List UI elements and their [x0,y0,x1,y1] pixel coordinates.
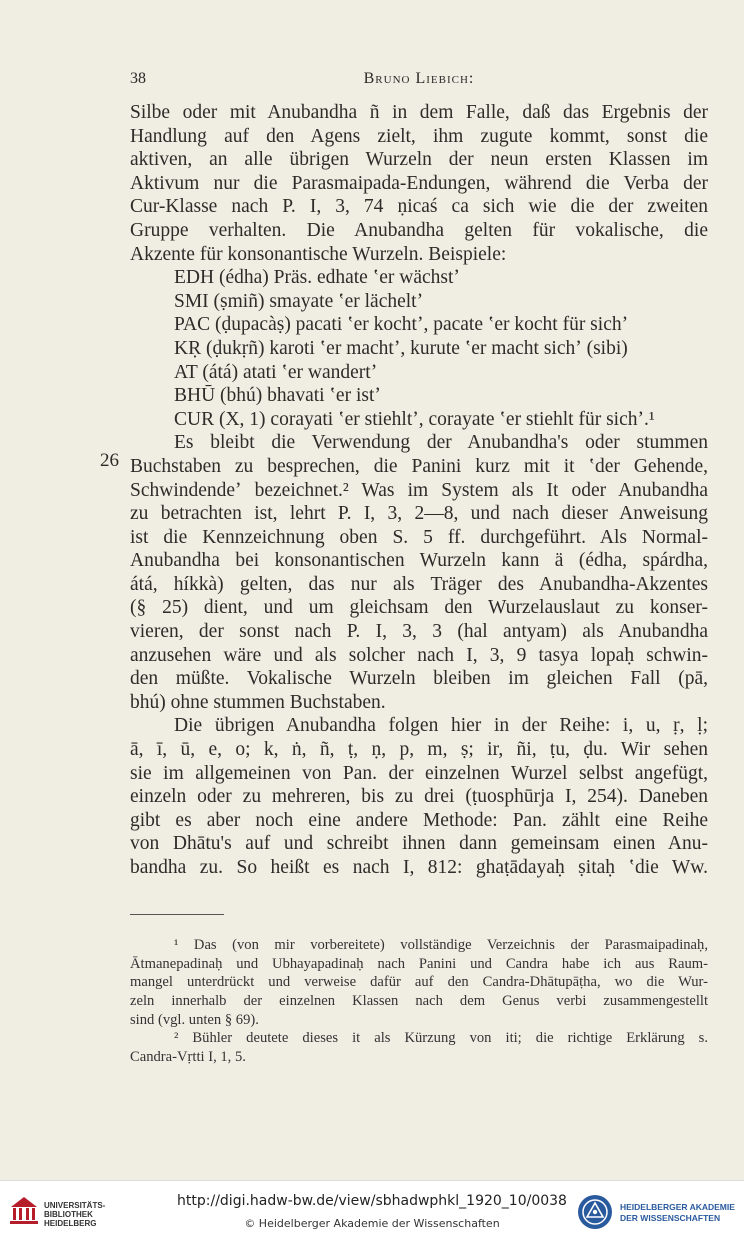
body-line: Handlung auf den Agens zielt, ihm zugute kommt, sonst die [130,125,708,147]
body-line: bandha zu. So heißt es nach I, 812: ghaṭādayaḥ ṣitaḥ ʽdie Ww. [130,857,708,878]
viewer-footer [0,1180,744,1240]
example-line: SMI (ṣmiñ) smayate ʽer lächeltʼ [174,290,424,312]
example-line: CUR (X, 1) corayati ʽer stiehltʼ, corayate ʽer stiehlt für sichʼ.¹ [174,408,655,430]
library-logo-line: BIBLIOTHEK [44,1210,93,1219]
body-line: einzeln oder zu mehreren, bis zu drei (ṭuosphūrja I, 254). Daneben [130,786,708,808]
body-line: Es bleibt die Verwendung der Anubandha's oder stummen [174,432,708,454]
footnote-divider [130,914,224,915]
academy-logo-line: DER WISSENSCHAFTEN [620,1213,721,1223]
body-line: anzusehen wäre und als solcher nach I, 3, 9 tasya lopaḥ schwin- [130,644,708,666]
body-line: Buchstaben zu besprechen, die Panini kurz mit it ʽder Gehende, [130,455,708,477]
footnote-line: ¹ Das (von mir vorbereitete) vollständige Verzeichnis der Parasmaipadinaḥ, [174,937,708,953]
example-line: BHŪ (bhú) bhavati ʽer istʼ [174,385,381,407]
section-margin-number: 26 [100,450,119,471]
body-line: bhú) ohne stummen Buchstaben. [130,691,386,713]
body-line: zu betrachten ist, lehrt P. I, 3, 2—8, und nach dieser Anweisung [130,503,708,525]
body-line: ā, ī, ū, e, o; k, ṅ, ñ, ṭ, ṇ, p, m, ṣ; ir, ñi, ṭu, ḍu. Wir sehen [130,739,708,761]
footnotes [130,936,708,1067]
example-line: PAC (ḍupacàṣ) pacati ʽer kochtʼ, pacate ʽer kocht für sichʼ [174,314,629,336]
library-logo-line: UNIVERSITÄTS- [44,1201,106,1210]
page-number: 38 [130,70,146,87]
body-line: Silbe oder mit Anubandha ñ in dem Falle, daß das Ergebnis der [130,102,708,123]
footnote-line: ² Bühler deutete dieses it als Kürzung von iti; die richtige Erklärung s. [174,1030,708,1047]
body-line: Schwindendeʼ bezeichnet.² Was im System als It oder Anubandha [130,479,708,501]
page-header [130,70,708,92]
footnote-line: Ātmanepadinaḥ und Ubhayapadinaḥ nach Panini und Candra habe ich aus Raum- [130,955,708,972]
example-line: EDH (édha) Präs. edhate ʽer wächstʼ [174,267,460,289]
body-line: Die übrigen Anubandha folgen hier in der Reihe: i, u, ṛ, ḷ; [174,715,708,737]
academy-emblem-icon [576,1193,614,1231]
body-line: Gruppe verhalten. Die Anubandha gelten für vokalische, die [130,219,708,241]
body-line: Cur-Klasse nach P. I, 3, 74 ṇicaś ca sich wie die der zweiten [130,196,708,218]
body-line: den müßte. Vokalische Wurzeln bleiben im gleichen Fall (pā, [130,668,708,690]
body-line: ist die Kennzeichnung oben S. 5 ff. durchgeführt. Als Normal- [130,526,708,548]
permalink-url[interactable]: http://digi.hadw-bw.de/view/sbhadwphkl_1920_10/0038 [177,1193,567,1209]
academy-logo-text [620,1202,735,1224]
body-line: Anubandha bei konsonantischen Wurzeln kann ä (édha, spárdha, [130,550,708,572]
footnote-line: sind (vgl. unten § 69). [130,1011,259,1028]
footnote-line: zeln innerhalb der einzelnen Klassen nach dem Genus verbi zusammengestellt [130,993,708,1010]
body-text [130,101,708,880]
running-title: Bruno Liebich: [363,70,475,87]
body-line: átá, híkkà) gelten, das nur als Träger des Anubandha-Akzentes [130,573,708,595]
body-line: von Dhātu's auf und schreibt ihnen dann gemeinsam einen Anu- [130,833,708,855]
body-line: (§ 25) dient, und um gleichsam den Wurzelauslaut zu konser- [130,597,708,619]
footnote-line: Candra-Vṛtti I, 1, 5. [130,1049,246,1066]
example-line: AT (átá) atati ʽer wandertʼ [174,361,378,383]
academy-logo[interactable] [576,1193,740,1233]
library-logo-line: HEIDELBERG [44,1219,97,1228]
body-line: gibt es aber noch eine andere Methode: Pan. zählt eine Reihe [130,809,708,831]
copyright-notice: © Heidelberger Akademie der Wissenschaften [244,1217,500,1230]
body-line: aktiven, an alle übrigen Wurzeln der neun ersten Klassen im [130,149,708,171]
body-line: Akzente für konsonantische Wurzeln. Beispiele: [130,243,507,265]
body-line: sie im allgemeinen von Pan. der einzelnen Wurzel selbst angefügt, [130,762,708,784]
example-line: KṚ (ḍukṛñ) karoti ʽer machtʼ, kurute ʽer macht sichʼ (sibi) [174,337,628,359]
body-line: vieren, der sonst nach P. I, 3, 3 (hal antyam) als Anubandha [130,621,708,643]
body-line: Aktivum nur die Parasmaipada-Endungen, während die Verba der [130,172,708,194]
academy-logo-line: HEIDELBERGER AKADEMIE [620,1202,735,1212]
footnote-line: mangel unterdrückt und verweise dafür auf den Candra-Dhātupāṭha, wo die Wur- [130,974,708,991]
